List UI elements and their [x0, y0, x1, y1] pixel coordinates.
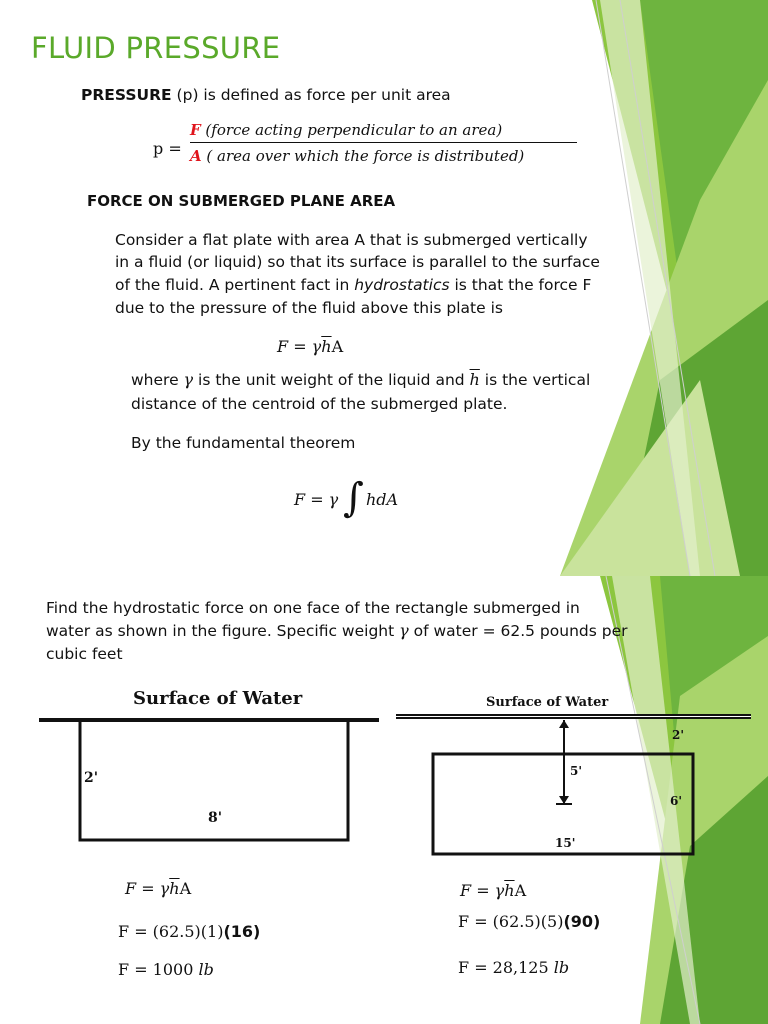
- fig2-width-label: 15': [555, 836, 576, 850]
- left-eq-2: F = (62.5)(1)(16): [118, 922, 261, 941]
- fig1-height-label: 2': [84, 770, 99, 786]
- right-eq-3: F = 28,125 lb: [458, 958, 570, 977]
- pressure-fraction: [190, 121, 577, 165]
- fraction-numerator: F (force acting perpendicular to an area): [190, 121, 503, 139]
- section-heading: FORCE ON SUBMERGED PLANE AREA: [87, 192, 396, 210]
- where-line-1: where γ is the unit weight of the liquid and $\overline{h}$ is the vertical: [131, 370, 591, 389]
- figure-rectangle-2: [396, 696, 766, 866]
- right-eq-1: $F = \gamma\overline{h}A$: [460, 881, 527, 900]
- problem-line-1: Find the hydrostatic force on one face of the rectangle submerged in: [46, 599, 580, 617]
- left-eq-3: F = 1000 lb: [118, 960, 214, 979]
- fig1-surface-label: Surface of Water: [133, 688, 303, 709]
- slide-example: [0, 576, 768, 1024]
- fig2-height-label: 6': [670, 794, 683, 808]
- fig2-surface-label: Surface of Water: [486, 695, 609, 710]
- fig2-depth-label: 2': [672, 728, 685, 742]
- paragraph-line-4: due to the pressure of the fluid above this plate is: [115, 299, 503, 317]
- force-equation: $F = \gamma\overline{h}A$: [277, 337, 344, 356]
- paragraph-line-1: Consider a flat plate with area A that is submerged vertically: [115, 231, 588, 249]
- slide-title: FLUID PRESSURE: [31, 31, 281, 65]
- integral-rhs: hdA: [366, 490, 399, 509]
- formula-lhs: p =: [153, 139, 182, 158]
- problem-line-2: water as shown in the figure. Specific weight γ of water = 62.5 pounds per: [46, 621, 628, 640]
- right-eq-2: F = (62.5)(5)(90): [458, 912, 601, 931]
- pressure-definition: [81, 84, 451, 106]
- paragraph-line-3: of the fluid. A pertinent fact in hydrostatics is that the force F: [115, 276, 592, 294]
- where-line-2: distance of the centroid of the submerged plate.: [131, 395, 508, 413]
- integral-sign: ∫: [343, 475, 364, 521]
- integral-lhs: F = γ: [294, 490, 339, 509]
- fig1-width-label: 8': [208, 810, 223, 826]
- pressure-def-text: (p) is defined as force per unit area: [171, 86, 451, 104]
- fig2-centroid-label: 5': [570, 764, 583, 778]
- fraction-line: [190, 142, 577, 143]
- paragraph-line-2: in a fluid (or liquid) so that its surface is parallel to the surface: [115, 253, 600, 271]
- problem-line-3: cubic feet: [46, 645, 123, 663]
- left-eq-1: $F = \gamma\overline{h}A$: [125, 879, 192, 898]
- pressure-term: PRESSURE: [81, 86, 172, 104]
- fraction-denominator: A ( area over which the force is distributed): [190, 147, 525, 165]
- fundamental-theorem-text: By the fundamental theorem: [131, 434, 356, 452]
